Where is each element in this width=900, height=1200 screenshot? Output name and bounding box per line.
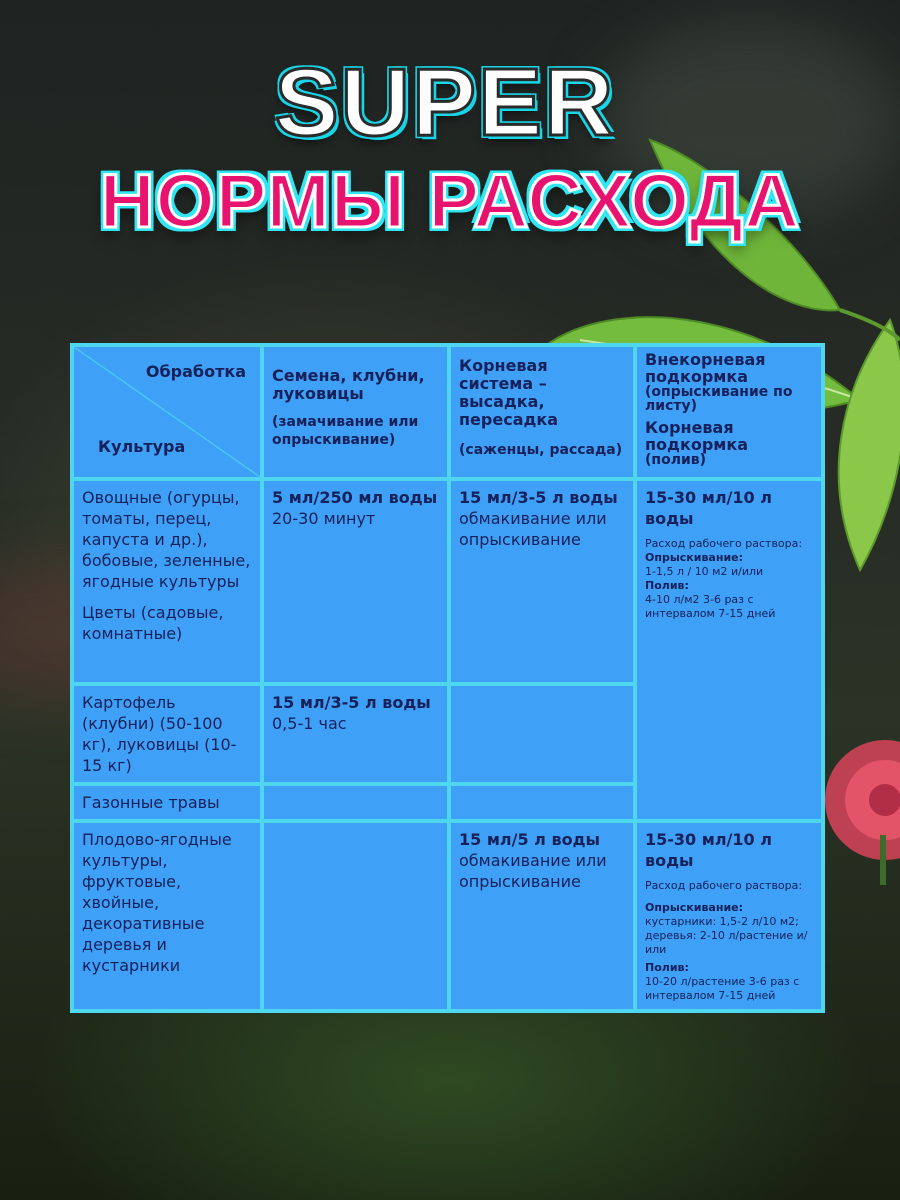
table-row: [72, 821, 823, 1011]
culture-cell: [72, 479, 262, 684]
time-text: 20-30 минут: [272, 509, 376, 528]
culture-cell: [72, 821, 262, 1011]
water-value: 4-10 л/м2 3-6 раз с интервалом 7-15 дней: [645, 593, 776, 620]
root-cell: [449, 684, 635, 784]
dose-text: 15 мл/3-5 л воды: [272, 693, 431, 712]
column-note: (саженцы, рассада): [459, 442, 623, 458]
column-header-foliar: [635, 345, 823, 479]
table-header-row: [72, 345, 823, 479]
method-text: обмакивание или опрыскивание: [459, 509, 607, 549]
root-cell: [449, 784, 635, 821]
title-main: НОРМЫ РАСХОДА: [99, 159, 801, 244]
dose-text: 15-30 мл/10 л воды: [645, 830, 772, 870]
water-label: Полив:: [645, 579, 689, 592]
dosage-table: [70, 343, 821, 1002]
spray-value: кустарники: 1,5-2 л/10 м2; деревья: 2-10 л/растение и/или: [645, 915, 808, 956]
culture-cell: [72, 684, 262, 784]
method-text: обмакивание или опрыскивание: [459, 851, 607, 891]
water-label: Полив:: [645, 961, 689, 974]
seeds-cell: [262, 784, 449, 821]
title-block: [0, 49, 900, 247]
culture-text: Плодово-ягодные культуры, фруктовые, хвойные, декоративные деревья и кустарники: [82, 830, 232, 975]
column-title: Внекорневая подкормка: [645, 350, 766, 386]
foliar-cell: [635, 479, 823, 821]
corner-cell: [72, 345, 262, 479]
root-cell: [449, 479, 635, 684]
table-row: [72, 479, 823, 684]
culture-text: Цветы (садовые, комнатные): [82, 603, 224, 643]
title-super: SUPER: [274, 49, 616, 156]
seeds-cell: [262, 684, 449, 784]
column-note-2: (полив): [645, 452, 707, 468]
column-title: Семена, клубни, луковицы: [272, 366, 425, 403]
dose-text: 15-30 мл/10 л воды: [645, 488, 772, 528]
culture-text: Газонные травы: [82, 793, 220, 812]
seeds-cell: [262, 479, 449, 684]
column-title: Корневая система – высадка, пересадка: [459, 356, 559, 429]
column-header-seeds: [262, 345, 449, 479]
corner-culture-label: Культура: [98, 437, 186, 456]
dose-text: 15 мл/5 л воды: [459, 830, 600, 849]
seeds-cell: [262, 821, 449, 1011]
consumption-label: Расход рабочего раствора:: [645, 879, 803, 892]
water-value: 10-20 л/растение 3-6 раз с интервалом 7-15 дней: [645, 975, 800, 1002]
column-header-root: [449, 345, 635, 479]
spray-value: 1-1,5 л / 10 м2 и/или: [645, 565, 764, 578]
column-title-2: Корневая подкормка: [645, 418, 749, 454]
time-text: 0,5-1 час: [272, 714, 347, 733]
corner-treatment-label: Обработка: [145, 362, 246, 381]
spray-label: Опрыскивание:: [645, 551, 744, 564]
spray-label: Опрыскивание:: [645, 901, 744, 914]
consumption-label: Расход рабочего раствора:: [645, 537, 803, 550]
column-note: (замачивание или опрыскивание): [272, 414, 419, 448]
culture-cell: [72, 784, 262, 821]
foliar-cell: [635, 821, 823, 1011]
dose-text: 5 мл/250 мл воды: [272, 488, 438, 507]
dose-text: 15 мл/3-5 л воды: [459, 488, 618, 507]
root-cell: [449, 821, 635, 1011]
culture-text: Картофель (клубни) (50-100 кг), луковицы (10-15 кг): [82, 693, 237, 775]
column-note: (опрыскивание по листу): [645, 384, 793, 414]
culture-text: Овощные (огурцы, томаты, перец, капуста и др.), бобовые, зеленные, ягодные культуры: [82, 488, 251, 591]
